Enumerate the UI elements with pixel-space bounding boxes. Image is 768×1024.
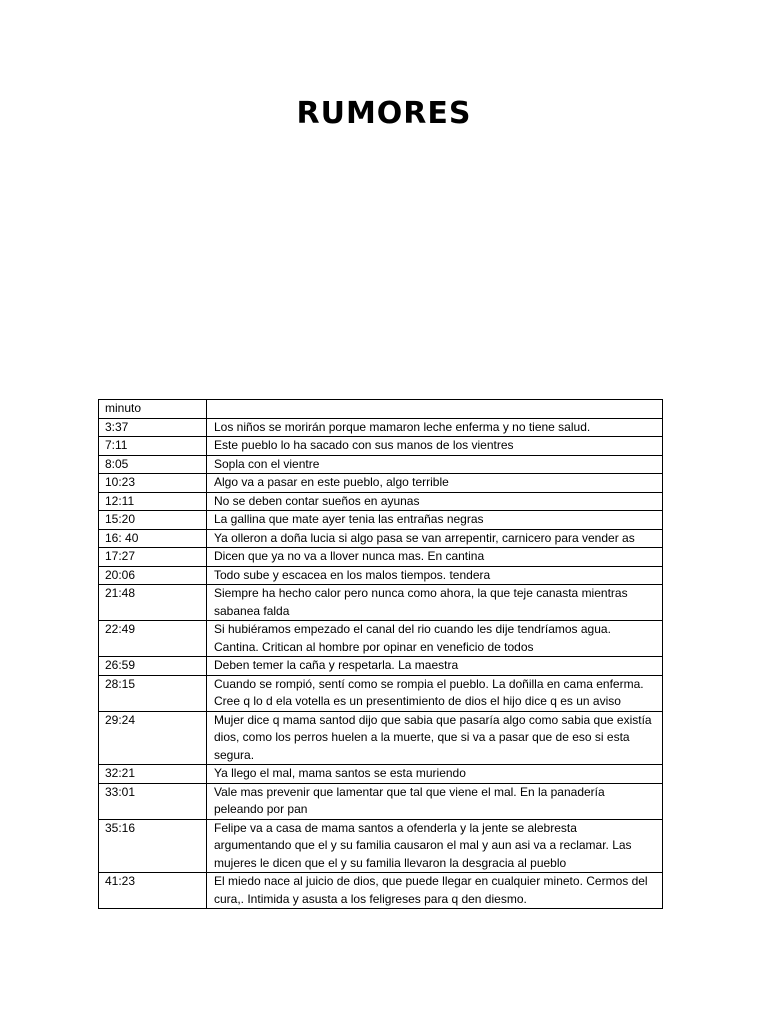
table-row	[99, 621, 663, 657]
note-cell: Vale mas prevenir que lamentar que tal que viene el mal. En la panadería peleando por pan	[207, 783, 663, 819]
note-cell: Cuando se rompió, sentí como se rompia el pueblo. La doñilla en cama enferma. Cree q lo d ela votella es un presentimiento de dios el hijo dice q es un aviso	[207, 675, 663, 711]
table-row	[99, 511, 663, 530]
note-cell: Siempre ha hecho calor pero nunca como ahora, la que teje canasta mientras sabanea falda	[207, 585, 663, 621]
note-cell: Los niños se morirán porque mamaron leche enferma y no tiene salud.	[207, 418, 663, 437]
minute-cell: 41:23	[99, 873, 207, 909]
minute-column-header: minuto	[99, 400, 207, 419]
table-row	[99, 437, 663, 456]
note-cell: Deben temer la caña y respetarla. La maestra	[207, 657, 663, 676]
note-cell: Dicen que ya no va a llover nunca mas. En cantina	[207, 548, 663, 567]
note-cell: No se deben contar sueños en ayunas	[207, 492, 663, 511]
minute-cell: 7:11	[99, 437, 207, 456]
minute-cell: 21:48	[99, 585, 207, 621]
table-header-row	[99, 400, 663, 419]
minute-cell: 12:11	[99, 492, 207, 511]
minute-cell: 17:27	[99, 548, 207, 567]
note-cell: Si hubiéramos empezado el canal del rio cuando les dije tendríamos agua. Cantina. Critican al hombre por opinar en veneficio de todos	[207, 621, 663, 657]
minute-cell: 20:06	[99, 566, 207, 585]
minute-cell: 32:21	[99, 765, 207, 784]
note-cell: Mujer dice q mama santod dijo que sabia que pasaría algo como sabia que existía dios, como los perros huelen a la muerte, que si va a pasar que de eso si esta segura.	[207, 711, 663, 765]
minute-cell: 29:24	[99, 711, 207, 765]
table-row	[99, 783, 663, 819]
table-row	[99, 529, 663, 548]
page-title: RUMORES	[296, 96, 472, 131]
note-cell: Ya llego el mal, mama santos se esta muriendo	[207, 765, 663, 784]
table-row	[99, 566, 663, 585]
note-cell: Felipe va a casa de mama santos a ofenderla y la jente se alebresta argumentando que el y su familia causaron el mal y aun asi va a reclamar. Las mujeres le dicen que el y su familia llevaron la desgracia al pueblo	[207, 819, 663, 873]
minute-cell: 8:05	[99, 455, 207, 474]
note-cell: Este pueblo lo ha sacado con sus manos de los vientres	[207, 437, 663, 456]
note-cell: Sopla con el vientre	[207, 455, 663, 474]
minute-cell: 33:01	[99, 783, 207, 819]
minute-cell: 3:37	[99, 418, 207, 437]
minutes-table	[98, 399, 663, 909]
table-row	[99, 873, 663, 909]
table-row	[99, 455, 663, 474]
minute-cell: 10:23	[99, 474, 207, 493]
note-cell: El miedo nace al juicio de dios, que puede llegar en cualquier mineto. Cermos del cura,. Intimida y asusta a los feligreses para q den diesmo.	[207, 873, 663, 909]
note-cell: La gallina que mate ayer tenia las entrañas negras	[207, 511, 663, 530]
table-row	[99, 418, 663, 437]
table-row	[99, 492, 663, 511]
minute-cell: 15:20	[99, 511, 207, 530]
minute-cell: 16: 40	[99, 529, 207, 548]
note-column-header	[207, 400, 663, 419]
table-row	[99, 819, 663, 873]
table-row	[99, 474, 663, 493]
table-row	[99, 675, 663, 711]
table-row	[99, 548, 663, 567]
minute-cell: 26:59	[99, 657, 207, 676]
note-cell: Algo va a pasar en este pueblo, algo terrible	[207, 474, 663, 493]
table-row	[99, 711, 663, 765]
note-cell: Todo sube y escacea en los malos tiempos. tendera	[207, 566, 663, 585]
minute-cell: 22:49	[99, 621, 207, 657]
table-row	[99, 765, 663, 784]
note-cell: Ya olleron a doña lucia si algo pasa se van arrepentir, carnicero para vender as	[207, 529, 663, 548]
table-row	[99, 585, 663, 621]
table-row	[99, 657, 663, 676]
minute-cell: 28:15	[99, 675, 207, 711]
minute-cell: 35:16	[99, 819, 207, 873]
